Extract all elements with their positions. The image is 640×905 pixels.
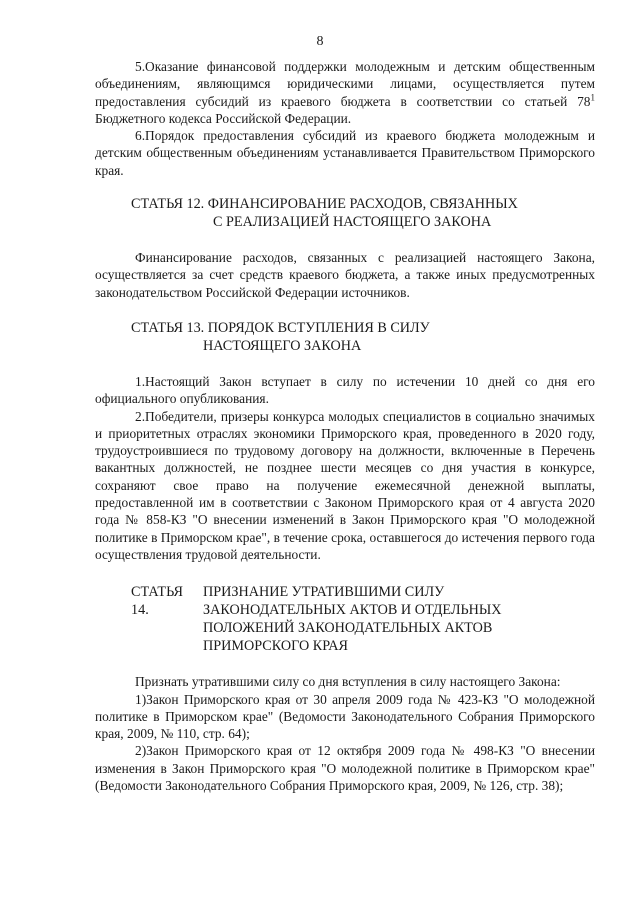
article-13-paragraph-2: 2.Победители, призеры конкурса молодых специалистов в социально значимых и приоритетных отраслях экономики Приморского края, проведенного в 2020 году, трудоустроившиеся по трудовому договору на должности, включенные в Перечень вакантных должностей, не позднее шести месяцев со дня участия в конкурсе, сохраняют свое право на получение ежемесячной денежной выплаты, предоставленной им в соответствии с Законом Приморского края от 4 августа 2020 года № 858-КЗ "О внесении изменений в Закон Приморского края "О молодежной политике в Приморском крае", в течение срока, оставшегося до истечения первого года осуществления трудовой деятельности.	[95, 408, 595, 562]
paragraph-5	[95, 58, 595, 127]
article-12-heading-line1: СТАТЬЯ 12. ФИНАНСИРОВАНИЕ РАСХОДОВ, СВЯЗАННЫХ	[131, 196, 518, 213]
article-14-item-1: 1)Закон Приморского края от 30 апреля 2009 года № 423-КЗ "О молодежной политике в Приморском крае" (Ведомости Законодательного Собрания Приморского края, 2009, № 110, стр. 64);	[95, 691, 595, 742]
paragraph-6: 6.Порядок предоставления субсидий из краевого бюджета молодежным и детским общественным объединениям устанавливается Правительством Приморского края.	[95, 128, 595, 178]
article-13-heading-line2: НАСТОЯЩЕГО ЗАКОНА	[203, 337, 362, 354]
document-body	[95, 58, 595, 794]
article-14-item-2: 2)Закон Приморского края от 12 октября 2009 года № 498-КЗ "О внесении изменения в Закон Приморского края "О молодежной политике в Приморском крае" (Ведомости Законодательного Собрания Приморского края, 2009, № 126, стр. 38);	[95, 743, 595, 794]
article-14-heading-line: ПРИЗНАНИЕ УТРАТИВШИМИ СИЛУ	[203, 584, 445, 601]
article-13-heading-line1: СТАТЬЯ 13. ПОРЯДОК ВСТУПЛЕНИЯ В СИЛУ	[131, 319, 430, 336]
page-number: 8	[316, 34, 324, 49]
article-14-label: СТАТЬЯ 14.	[131, 584, 183, 619]
paragraph-5-tail: Бюджетного кодекса Российской Федерации.	[95, 110, 352, 126]
article-12-heading-line2: С РЕАЛИЗАЦИЕЙ НАСТОЯЩЕГО ЗАКОНА	[213, 214, 492, 231]
footnote-superscript: 1	[590, 92, 595, 103]
article-14-heading-line: ЗАКОНОДАТЕЛЬНЫХ АКТОВ И ОТДЕЛЬНЫХ	[203, 602, 502, 619]
article-14-heading-line: ПРИМОРСКОГО КРАЯ	[203, 638, 349, 655]
article-12-text: Финансирование расходов, связанных с реализацией настоящего Закона, осуществляется за счет средств краевого бюджета, а также иных предусмотренных законодательством Российской Федерации источников.	[95, 250, 595, 300]
article-14-heading-line: ПОЛОЖЕНИЙ ЗАКОНОДАТЕЛЬНЫХ АКТОВ	[203, 620, 493, 637]
article-13-paragraph-1: 1.Настоящий Закон вступает в силу по истечении 10 дней со дня его официального опубликования.	[95, 373, 595, 407]
paragraph-5-text: 5.Оказание финансовой поддержки молодежным и детским общественным объединениям, являющимся юридическими лицами, осуществляется путем предоставления субсидий из краевого бюджета в соответствии со статьей 78	[95, 59, 595, 109]
article-14-heading	[95, 583, 595, 655]
article-14-intro: Признать утратившими силу со дня вступления в силу настоящего Закона:	[135, 674, 561, 690]
